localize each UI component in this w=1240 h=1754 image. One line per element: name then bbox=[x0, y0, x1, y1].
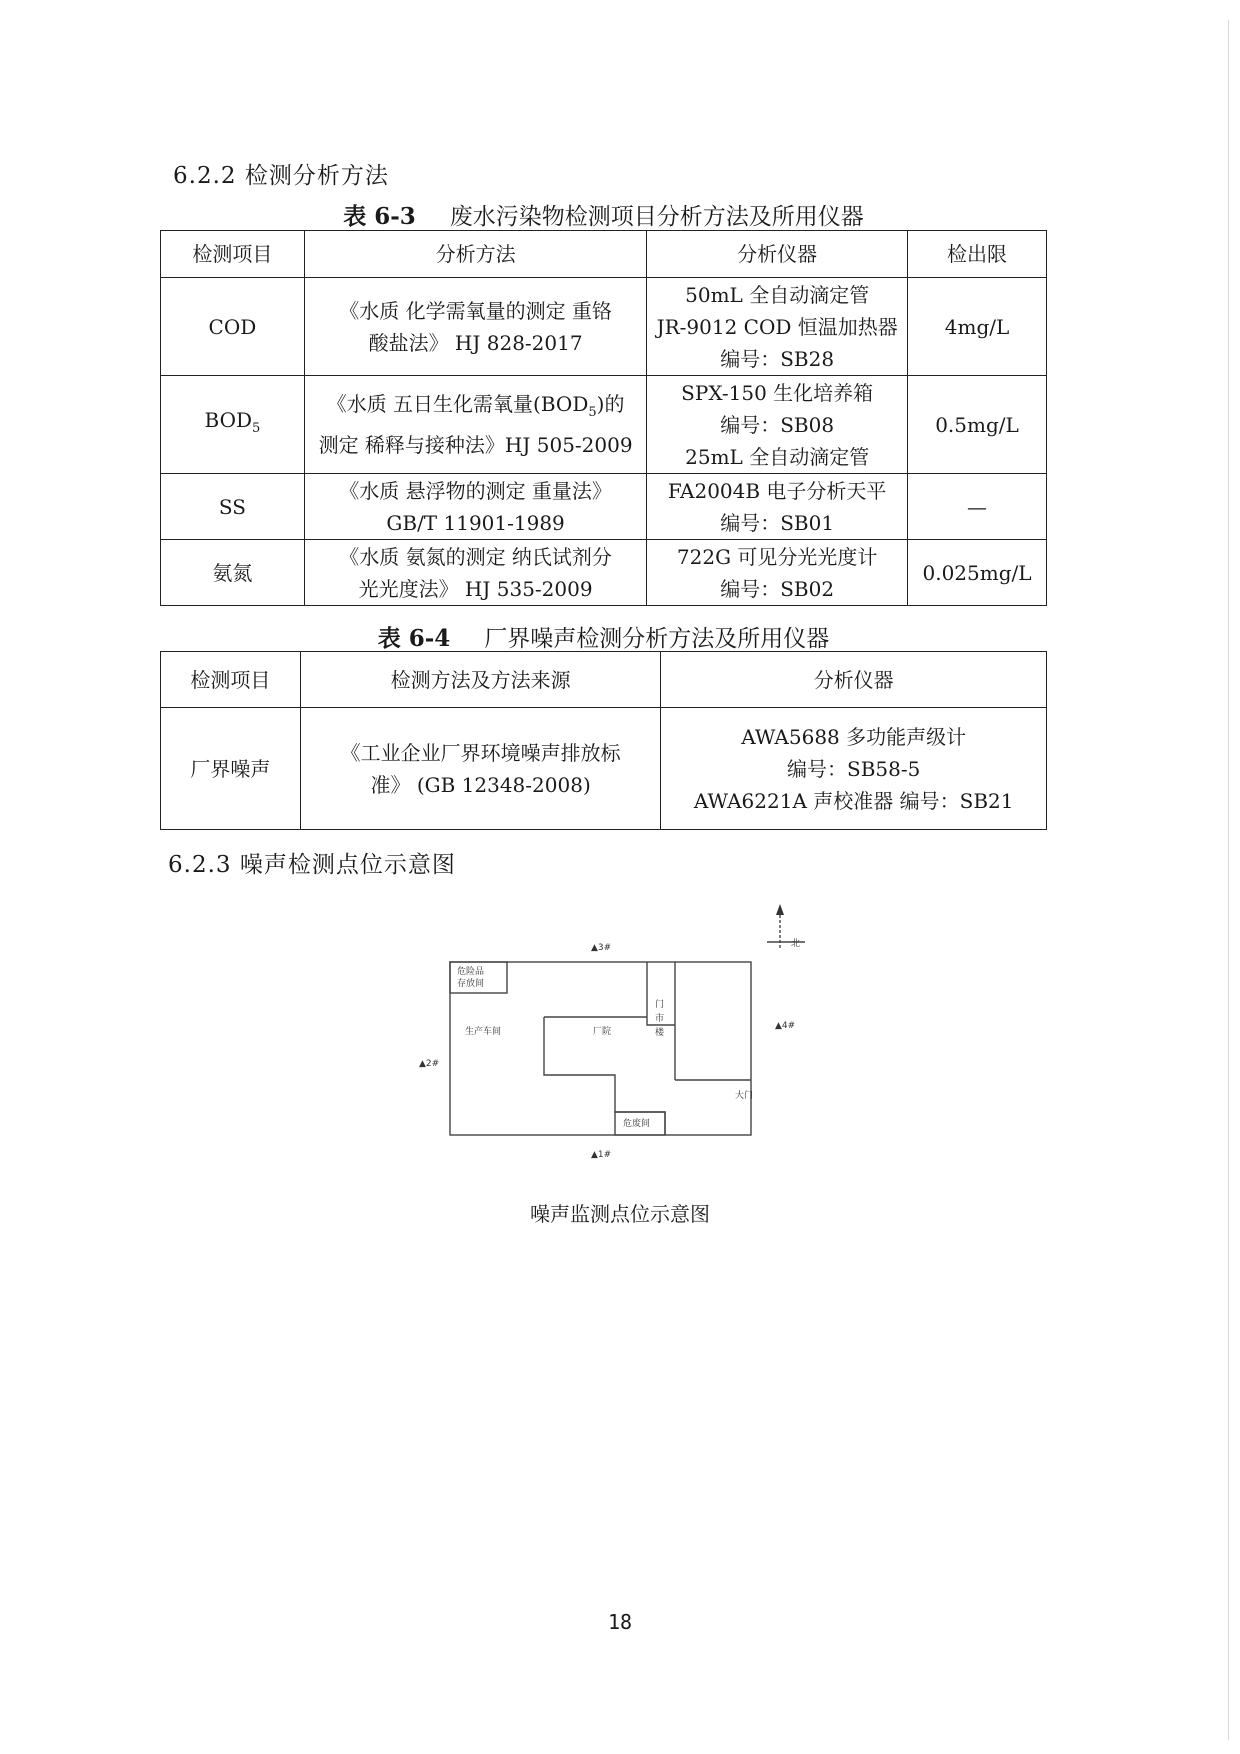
monitoring-point-1: ▲1# bbox=[591, 1150, 612, 1160]
instrument-line: 编号：SB08 bbox=[720, 412, 835, 437]
method-text: 《水质 五日生化需氧量(BOD bbox=[326, 392, 589, 416]
header-cell: 检测项目 bbox=[161, 652, 301, 708]
instrument-line: SPX-150 生化培养箱 bbox=[681, 380, 874, 405]
item-cell: COD bbox=[161, 278, 305, 376]
noise-monitoring-site-diagram bbox=[395, 900, 825, 1170]
table-6-3-caption bbox=[160, 198, 1047, 231]
table-6-4-caption bbox=[160, 620, 1047, 653]
table-6-3-number: 表 6-3 bbox=[343, 203, 416, 230]
method-cell bbox=[300, 708, 661, 830]
method-text: )的 bbox=[596, 392, 625, 416]
label-shop-2: 市 bbox=[655, 1014, 665, 1024]
label-shop-1: 门 bbox=[655, 1000, 665, 1010]
scan-edge-line bbox=[1228, 20, 1229, 1740]
instrument-line: AWA5688 多功能声级计 bbox=[741, 724, 967, 749]
label-workshop: 生产车间 bbox=[465, 1027, 502, 1037]
limit-cell: 0.025mg/L bbox=[908, 540, 1047, 606]
instrument-line: FA2004B 电子分析天平 bbox=[667, 478, 887, 503]
method-line: 测定 稀释与接种法》HJ 505-2009 bbox=[318, 433, 633, 457]
north-arrow-icon bbox=[776, 904, 784, 915]
instrument-line: 50mL 全自动滴定管 bbox=[685, 282, 870, 307]
instrument-cell bbox=[661, 708, 1047, 830]
item-cell: 氨氮 bbox=[161, 540, 305, 606]
table-6-3-title: 废水污染物检测项目分析方法及所用仪器 bbox=[449, 204, 864, 230]
label-shop-3: 楼 bbox=[655, 1028, 665, 1038]
limit-cell: — bbox=[908, 474, 1047, 540]
label-yard: 厂院 bbox=[593, 1027, 612, 1037]
item-cell: SS bbox=[161, 474, 305, 540]
header-cell: 检测项目 bbox=[161, 231, 305, 278]
instrument-cell bbox=[647, 540, 908, 606]
header-cell: 分析方法 bbox=[304, 231, 646, 278]
limit-cell: 0.5mg/L bbox=[908, 376, 1047, 474]
method-cell bbox=[304, 540, 646, 606]
table-6-3 bbox=[160, 230, 1047, 606]
method-cell bbox=[304, 474, 646, 540]
instrument-cell bbox=[647, 376, 908, 474]
label-hazard-store: 危险品 bbox=[457, 967, 485, 977]
table-6-4-number: 表 6-4 bbox=[377, 625, 451, 652]
factory-boundary bbox=[450, 962, 754, 1135]
method-line bbox=[311, 388, 640, 429]
monitoring-point-3: ▲3# bbox=[591, 943, 612, 953]
page-number: 18 bbox=[607, 1610, 633, 1634]
instrument-line: 25mL 全自动滴定管 bbox=[685, 444, 870, 469]
method-line: 《水质 氨氮的测定 纳氏试剂分 bbox=[339, 544, 612, 569]
item-cell: 厂界噪声 bbox=[161, 708, 301, 830]
header-cell: 检测方法及方法来源 bbox=[300, 652, 661, 708]
method-line: 酸盐法》 HJ 828-2017 bbox=[368, 330, 583, 355]
method-line: 光光度法》 HJ 535-2009 bbox=[358, 576, 593, 601]
method-line: GB/T 11901-1989 bbox=[386, 510, 565, 535]
section-heading-6-2-2: 6.2.2 检测分析方法 bbox=[173, 163, 389, 189]
instrument-line: AWA6221A 声校准器 编号：SB21 bbox=[693, 788, 1014, 813]
method-line: 《水质 悬浮物的测定 重量法》 bbox=[339, 478, 612, 503]
table-row bbox=[161, 474, 1047, 540]
label-gate: 大门 bbox=[735, 1091, 754, 1101]
instrument-line: 722G 可见分光光度计 bbox=[676, 544, 878, 569]
instrument-line: 编号：SB02 bbox=[720, 576, 835, 601]
table-6-4 bbox=[160, 651, 1047, 830]
method-subscript: 5 bbox=[588, 405, 597, 420]
label-waste-room: 危废间 bbox=[623, 1119, 651, 1129]
instrument-cell bbox=[647, 474, 908, 540]
method-line: 准》 (GB 12348-2008) bbox=[370, 772, 591, 797]
instrument-line: 编号：SB58-5 bbox=[787, 756, 921, 781]
method-cell bbox=[304, 278, 646, 376]
table-6-4-title: 厂界噪声检测分析方法及所用仪器 bbox=[484, 626, 830, 652]
label-north: 北 bbox=[791, 939, 801, 949]
header-cell: 分析仪器 bbox=[661, 652, 1047, 708]
header-cell: 检出限 bbox=[908, 231, 1047, 278]
diagram-caption: 噪声监测点位示意图 bbox=[530, 1202, 710, 1226]
table-header-row bbox=[161, 652, 1047, 708]
monitoring-point-4: ▲4# bbox=[775, 1021, 796, 1031]
limit-cell: 4mg/L bbox=[908, 278, 1047, 376]
section-heading-6-2-3: 6.2.3 噪声检测点位示意图 bbox=[168, 852, 456, 878]
table-row bbox=[161, 540, 1047, 606]
table-header-row bbox=[161, 231, 1047, 278]
table-row bbox=[161, 376, 1047, 474]
method-cell bbox=[304, 376, 646, 474]
method-line: 《水质 化学需氧量的测定 重铬 bbox=[339, 298, 612, 323]
header-cell: 分析仪器 bbox=[647, 231, 908, 278]
table-row bbox=[161, 278, 1047, 376]
instrument-line: 编号：SB01 bbox=[720, 510, 835, 535]
instrument-cell bbox=[647, 278, 908, 376]
item-text: BOD bbox=[204, 408, 253, 432]
method-line: 《工业企业厂界环境噪声排放标 bbox=[340, 740, 621, 765]
monitoring-point-2: ▲2# bbox=[419, 1059, 440, 1069]
item-cell bbox=[161, 376, 305, 474]
table-row bbox=[161, 708, 1047, 830]
instrument-line: 编号：SB28 bbox=[720, 346, 835, 371]
item-subscript: 5 bbox=[252, 421, 261, 436]
label-hazard-store-2: 存放间 bbox=[457, 979, 485, 989]
instrument-line: JR-9012 COD 恒温加热器 bbox=[656, 314, 898, 339]
